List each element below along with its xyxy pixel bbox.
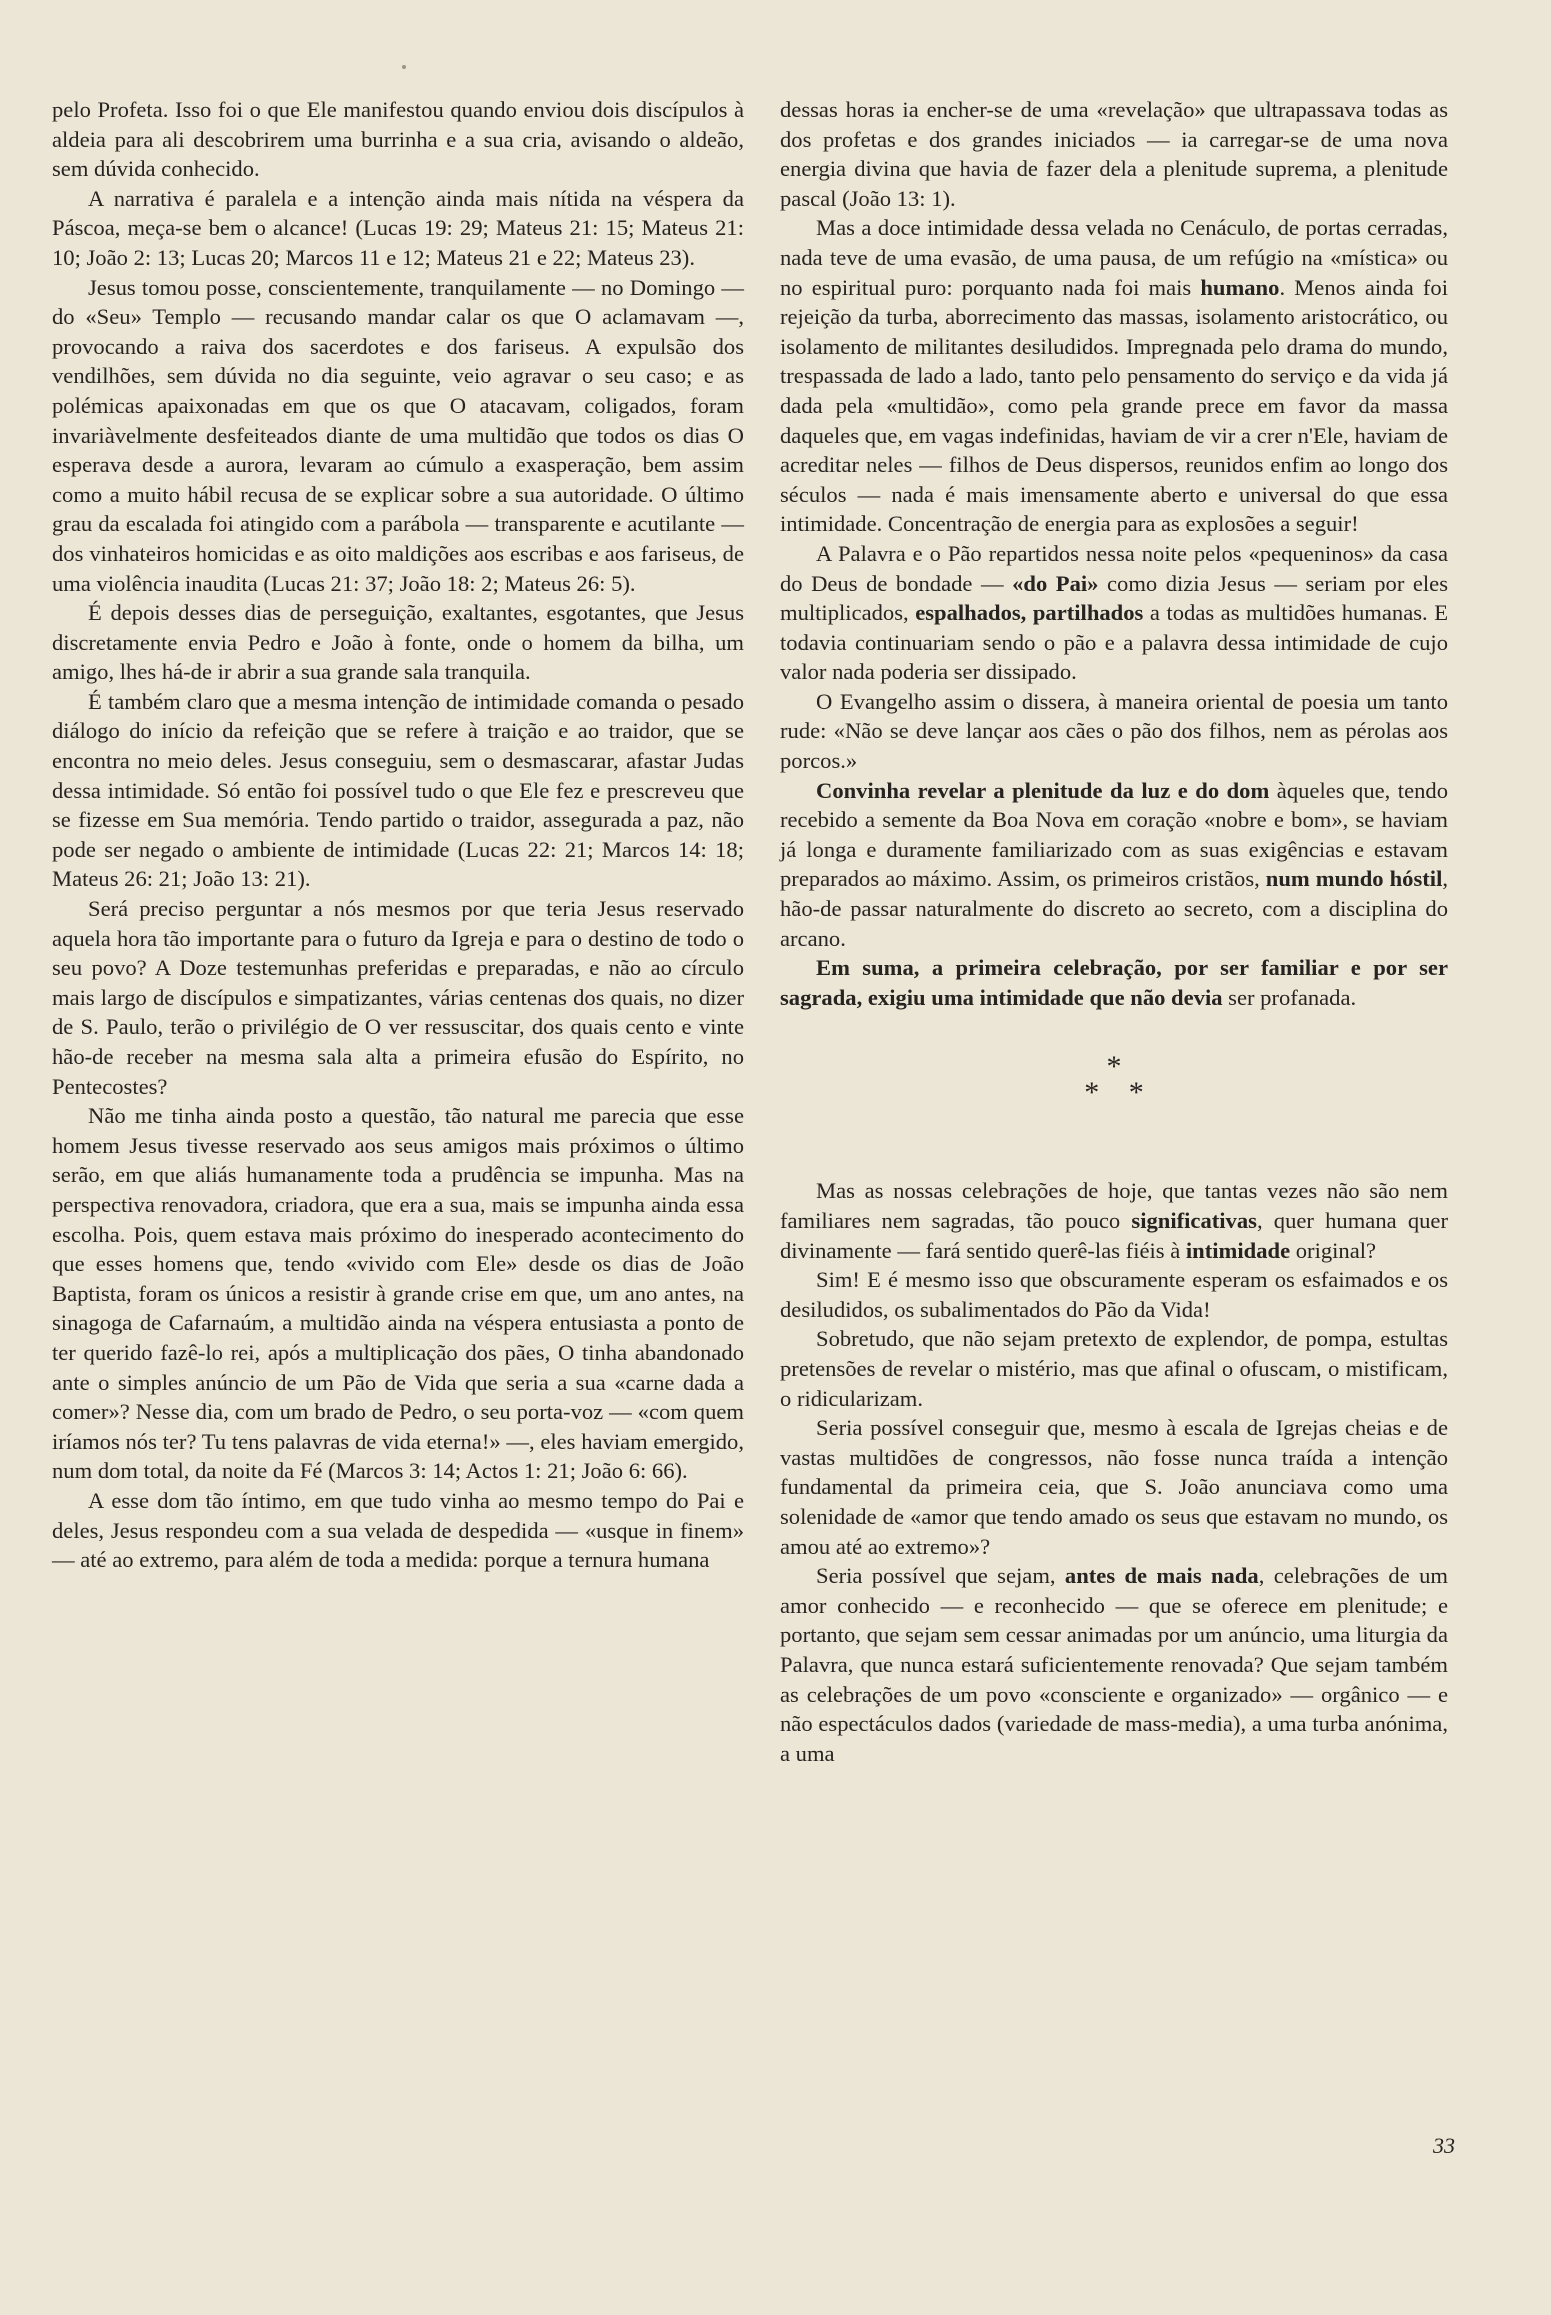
separator-star: * (1106, 1050, 1122, 1084)
emphasis: significativas (1131, 1208, 1257, 1233)
paragraph: Seria possível que sejam, antes de mais nada, celebrações de um amor conhecido — e reconhecido — que se oferece em plenitude; e portanto, que sejam sem cessar animadas por um anúncio, uma liturgia da Palavra, que nunca estará suficientemente renovada? Que sejam também as celebrações de um povo «consciente e organizado» — orgânico — e não espectáculos dados (variedade de mass-media), a uma turba anónima, a uma (780, 1563, 1448, 1766)
paragraph: dessas horas ia encher-se de uma «revelação» que ultrapassava todas as dos profetas e dos grandes iniciados — ia carregar-se de uma nova energia divina que havia de fazer dela a plenitude suprema, a plenitude pascal (João 13: 1). (780, 97, 1448, 211)
emphasis: «do Pai» (1012, 570, 1099, 596)
paragraph: Sobretudo, que não sejam pretexto de explendor, de pompa, estultas pretensões de revelar o mistério, mas que afinal o ofuscam, o mistificam, o ridicularizam. (780, 1326, 1448, 1411)
paragraph: É também claro que a mesma intenção de intimidade comanda o pesado diálogo do início da refeição que se refere à traição e ao traidor, que se encontra no meio deles. Jesus conseguiu, sem o desmascarar, afastar Judas dessa intimidade. Só então foi possível tudo o que Ele fez e prescreveu que se fizesse em Sua memória. Tendo partido o traidor, assegurada a paz, não pode ser negado o ambiente de intimidade (Lucas 22: 21; Marcos 14: 18; Mateus 26: 21; João 13: 21). (52, 688, 744, 892)
emphasis: Convinha revelar a plenitude da luz e do dom (816, 777, 1270, 803)
paragraph: pelo Profeta. Isso foi o que Ele manifestou quando enviou dois discípulos à aldeia para ali descobrirem uma burrinha e a sua cria, avisando o aldeão, sem dúvida conhecido. (52, 97, 744, 182)
paragraph: Seria possível conseguir que, mesmo à escala de Igrejas cheias e de vastas multidões de congressos, não fosse nunca traída a intenção fundamental da primeira ceia, que S. João anunciava como uma solenidade de «amor que tendo amado os seus que estavam no mundo, os amou até ao extremo»? (780, 1415, 1448, 1559)
paragraph: A esse dom tão íntimo, em que tudo vinha ao mesmo tempo do Pai e deles, Jesus respondeu com a sua velada de despedida — «usque in finem» — até ao extremo, para além de toda a medida: porque a ternura humana (52, 1487, 744, 1573)
emphasis: Em suma, a primeira celebração, por ser familiar e por ser sagrada, exigiu uma intimidade que não devia (780, 955, 1448, 1010)
section-separator (780, 1050, 1448, 1110)
separator-stars: * * (1084, 1076, 1144, 1110)
paragraph: A Palavra e o Pão repartidos nessa noite pelos «pequeninos» da casa do Deus de bondade — «do Pai» como dizia Jesus — seriam por eles multiplicados, espalhados, partilhados a todas as multidões humanas. E todavia continuariam sendo o pão e a palavra dessa intimidade de cujo valor nada poderia ser dissipado. (780, 540, 1448, 685)
right-column (780, 95, 1448, 1768)
paragraph: É depois desses dias de perseguição, exaltantes, esgotantes, que Jesus discretamente envia Pedro e João à fonte, onde o homem da bilha, um amigo, lhes há-de ir abrir a sua grande sala tranquila. (52, 600, 744, 685)
page-number: 33 (1433, 2133, 1455, 2158)
paragraph: O Evangelho assim o dissera, à maneira oriental de poesia um tanto rude: «Não se deve lançar aos cães o pão dos filhos, nem as pérolas aos porcos.» (780, 688, 1448, 774)
emphasis: intimidade (1185, 1237, 1291, 1263)
paragraph: Sim! E é mesmo isso que obscuramente esperam os esfaimados e os desiludidos, os subalimentados do Pão da Vida! (780, 1267, 1448, 1322)
print-speck (402, 65, 406, 69)
paragraph: Não me tinha ainda posto a questão, tão natural me parecia que esse homem Jesus tivesse reservado aos seus amigos mais próximos o último serão, em que aliás humanamente toda a prudência se impunha. Mas na perspectiva renovadora, criadora, que era a sua, mais se impunha ainda essa escolha. Pois, quem estava mais próximo do inesperado acontecimento do que esses homens que, tendo «vivido com Ele» desde os dias de João Baptista, foram os únicos a resistir à grande crise em que, um ano antes, na sinagoga de Cafarnaúm, a multidão ainda na véspera entusiasta a ponto de ter querido fazê-lo rei, após a multiplicação dos pães, O tinha abandonado ante o simples anúncio de um Pão de Vida que seria a sua «carne dada a comer»? Nesse dia, com um brado de Pedro, o seu porta-voz — «com quem iríamos nós ter? Tu tens palavras de vida eterna!» —, eles haviam emergido, num dom total, da noite da Fé (Marcos 3: 14; Actos 1: 21; João 6: 66). (52, 1103, 744, 1484)
paragraph: Mas a doce intimidade dessa velada no Cenáculo, de portas cerradas, nada teve de uma evasão, de uma pausa, de um refúgio na «mística» ou no espiritual puro: porquanto nada foi mais humano. Menos ainda foi rejeição da turba, aborrecimento das massas, isolamento aristocrático, ou isolamento de militantes desiludidos. Impregnada pelo drama do mundo, trespassada de lado a lado, tanto pelo pensamento do serviço e da vida já dada pela «multidão», como pela grande prece em favor da massa daqueles que, em vagas indefinidas, haviam de vir a crer n'Ele, haviam de acreditar neles — filhos de Deus dispersos, reunidos enfim ao longo dos séculos — nada é mais imensamente aberto e universal do que essa intimidade. Concentração de energia para as explosões a seguir! (780, 215, 1449, 537)
paragraph: Será preciso perguntar a nós mesmos por que teria Jesus reservado aquela hora tão importante para o futuro da Igreja e para o destino de todo o seu povo? A Doze testemunhas preferidas e preparadas, e não ao círculo mais largo de discípulos e simpatizantes, várias centenas dos quais, no dizer de S. Paulo, terão o privilégio de O ver ressuscitar, dos quais cento e vinte hão-de receber na mesma sala alta a primeira efusão do Espírito, no Pentecostes? (52, 896, 744, 1099)
emphasis: espalhados, partilhados (915, 600, 1144, 626)
left-column (52, 95, 744, 1575)
paragraph: Mas as nossas celebrações de hoje, que tantas vezes não são nem familiares nem sagradas, tão pouco significativas, quer humana quer divinamente — fará sentido querê-las fiéis à intimidade original? (780, 1178, 1448, 1263)
emphasis: num mundo hóstil (1265, 866, 1443, 892)
paragraph: A narrativa é paralela e a intenção ainda mais nítida na véspera da Páscoa, meça-se bem o alcance! (Lucas 19: 29; Mateus 21: 15; Mateus 21: 10; João 2: 13; Lucas 20; Marcos 11 e 12; Mateus 21 e 22; Mateus 23). (52, 185, 744, 270)
emphasis: humano (1200, 274, 1280, 300)
paragraph: Convinha revelar a plenitude da luz e do dom àqueles que, tendo recebido a semente da Boa Nova em coração «nobre e bom», se haviam já longa e duramente familiarizado com as suas exigências e estavam preparados ao máximo. Assim, os primeiros cristãos, num mundo hóstil, hão-de passar naturalmente do discreto ao secreto, com a disciplina do arcano. (780, 777, 1448, 951)
emphasis: antes de mais nada (1064, 1563, 1259, 1589)
paragraph: Em suma, a primeira celebração, por ser familiar e por ser sagrada, exigiu uma intimidade que não devia ser profanada. (780, 955, 1448, 1010)
paragraph: Jesus tomou posse, conscientemente, tranquilamente — no Domingo — do «Seu» Templo — recusando mandar calar os que O aclamavam —, provocando a raiva dos sacerdotes e dos fariseus. A expulsão dos vendilhões, sem dúvida no dia seguinte, veio agravar o seu caso; e as polémicas apaixonadas em que os que O atacavam, coligados, foram invariàvelmente desfeiteados diante de uma multidão que todos os dias O esperava desde a aurora, levaram ao cúmulo a exasperação, bem assim como a muito hábil recusa de se explicar sobre a sua autoridade. O último grau da escalada foi atingido com a parábola — transparente e acutilante — dos vinhateiros homicidas e as oito maldições aos escribas e aos fariseus, de uma violência inaudita (Lucas 21: 37; João 18: 2; Mateus 26: 5). (52, 274, 744, 596)
